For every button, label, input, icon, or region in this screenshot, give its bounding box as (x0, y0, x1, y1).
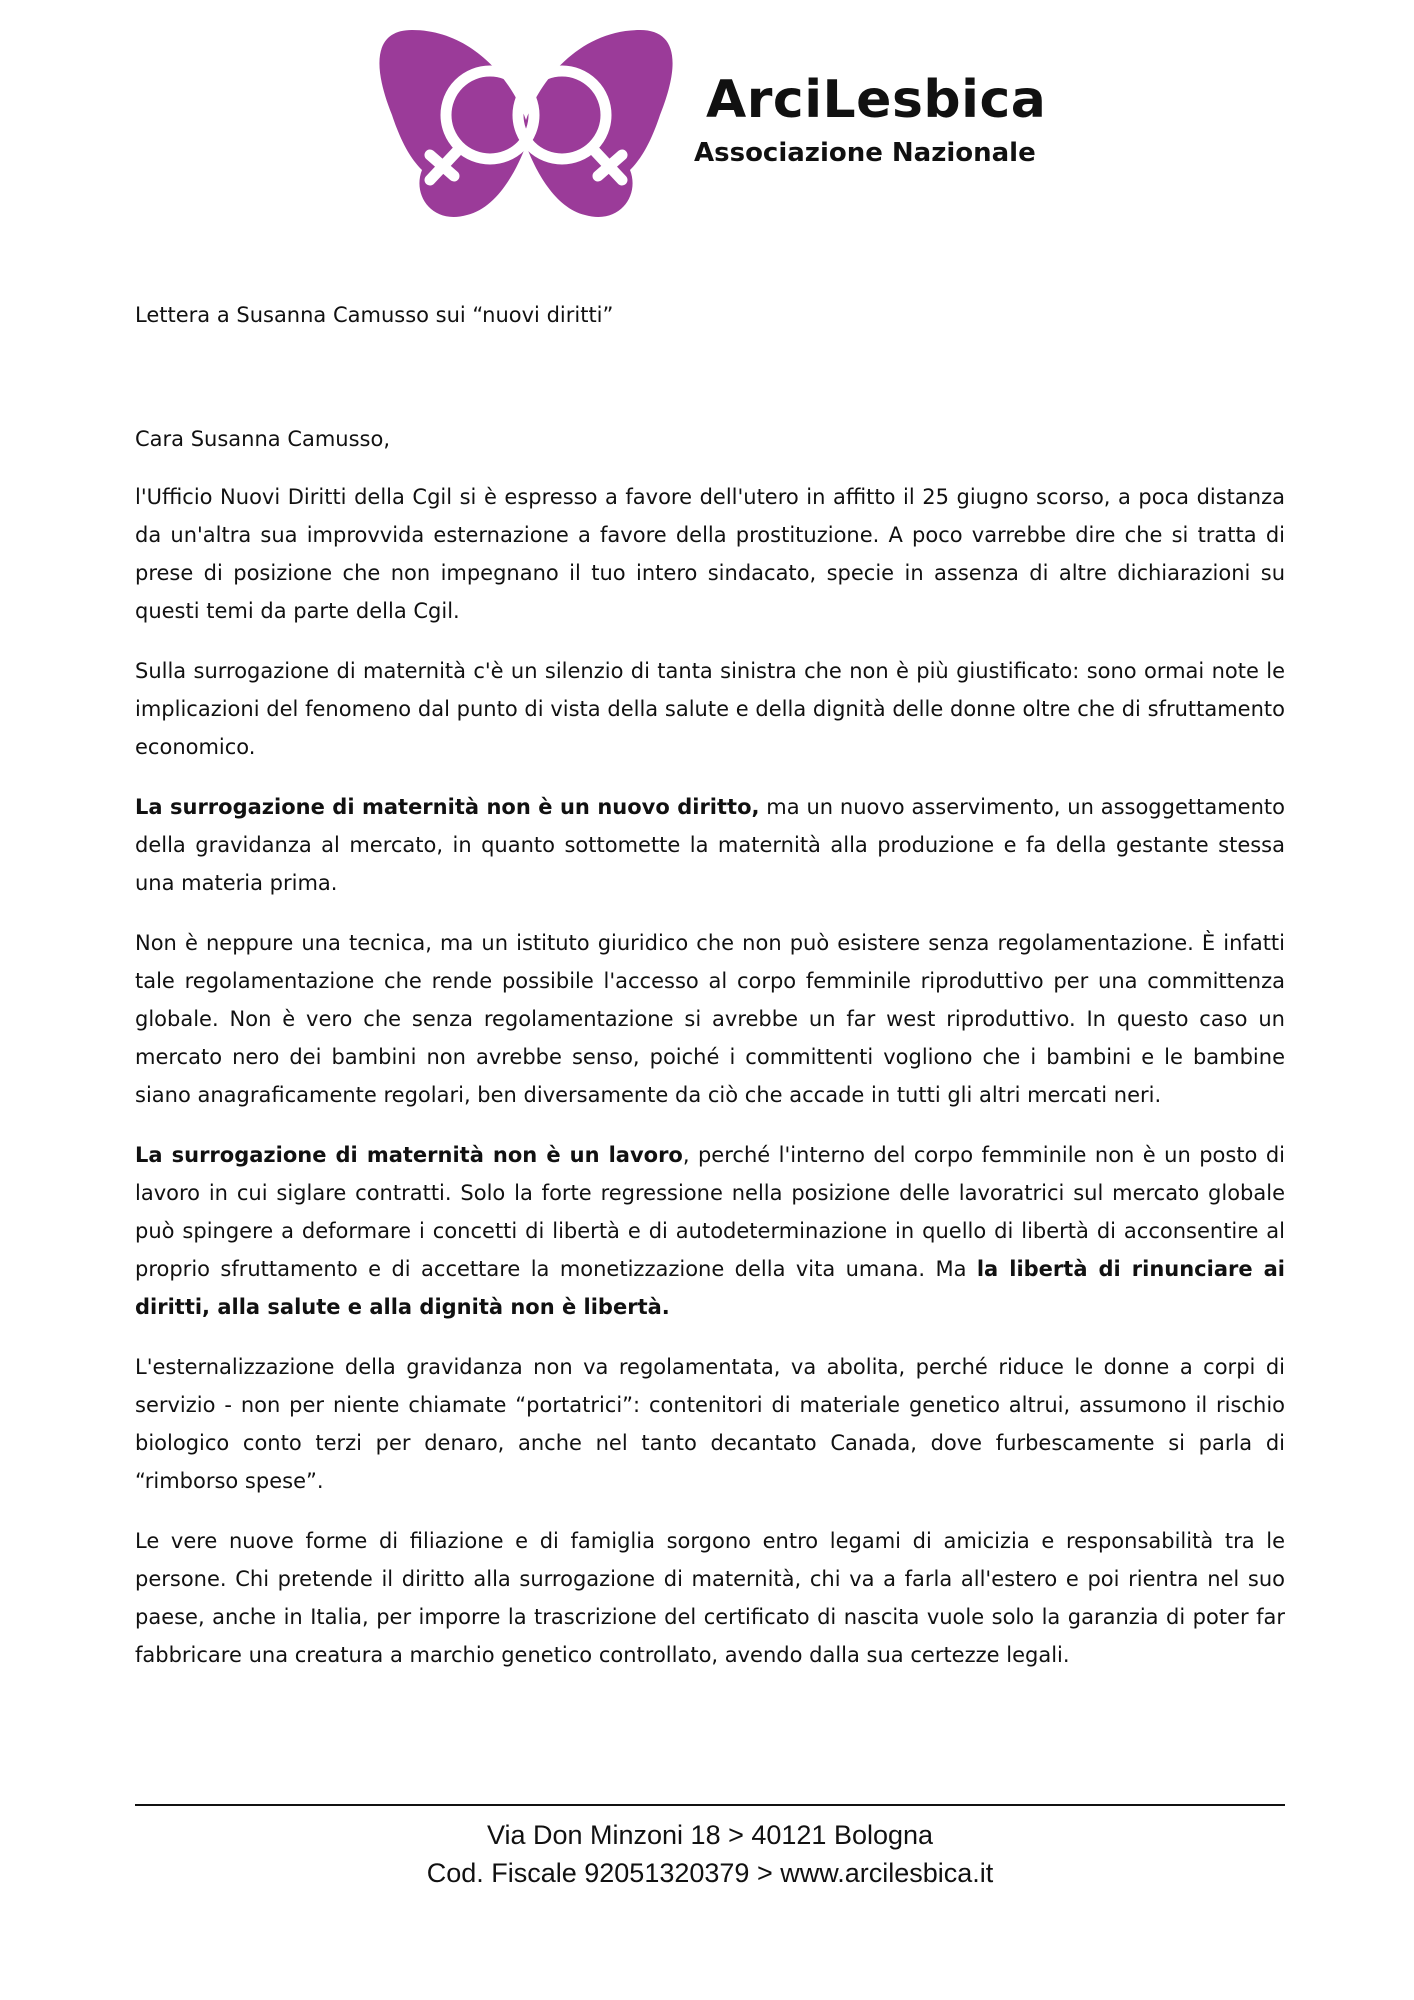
paragraph-3 (135, 788, 1285, 902)
paragraph-5 (135, 1136, 1285, 1326)
org-subtitle: Associazione Nazionale (694, 138, 1036, 168)
paragraph-text: ma un nuovo asservimento, un assoggettamento della gravidanza al mercato, in quanto sottomette la maternità alla produzione e fa della gestante stessa una materia prima. (135, 795, 1285, 895)
paragraph-text: Non è neppure una tecnica, ma un istituto giuridico che non può esistere senza regolamentazione. È infatti tale regolamentazione che rende possibile l'accesso al corpo femminile riproduttivo per una committenza globale. Non è vero che senza regolamentazione si avrebbe un far west riproduttivo. In questo caso un mercato nero dei bambini non avrebbe senso, poiché i committenti vogliono che i bambini e le bambine siano anagraficamente regolari, ben diversamente da ciò che accade in tutti gli altri mercati neri. (135, 931, 1285, 1107)
butterfly-logo-icon (372, 20, 680, 220)
letter-body (135, 296, 1285, 1674)
letter-subject: Lettera a Susanna Camusso sui “nuovi diritti” (135, 303, 614, 327)
paragraph-4 (135, 924, 1285, 1114)
letter-salutation: Cara Susanna Camusso, (135, 427, 391, 451)
footer-divider (135, 1804, 1285, 1806)
footer (135, 1816, 1285, 1892)
paragraph-1 (135, 478, 1285, 630)
paragraph-text: Sulla surrogazione di maternità c'è un silenzio di tanta sinistra che non è più giustificato: sono ormai note le implicazioni del fenomeno dal punto di vista della salute e della dignità delle donne oltre che di sfruttamento economico. (135, 659, 1285, 759)
paragraph-bold-end: la libertà di rinunciare ai diritti, alla salute e alla dignità non è libertà. (135, 1257, 1285, 1319)
paragraph-text: l'Ufficio Nuovi Diritti della Cgil si è espresso a favore dell'utero in affitto il 25 giugno scorso, a poca distanza da un'altra sua improvvida esternazione a favore della prostituzione. A poco varrebbe dire che si tratta di prese di posizione che non impegnano il tuo intero sindacato, specie in assenza di altre dichiarazioni su questi temi da parte della Cgil. (135, 485, 1285, 623)
footer-address: Via Don Minzoni 18 > 40121 Bologna (486, 1820, 934, 1850)
paragraph-6 (135, 1348, 1285, 1500)
paragraph-bold-lead: La surrogazione di maternità non è un lavoro (135, 1143, 683, 1167)
paragraph-text: Le vere nuove forme di filiazione e di famiglia sorgono entro legami di amicizia e responsabilità tra le persone. Chi pretende il diritto alla surrogazione di maternità, chi va a farla all'estero e poi rientra nel suo paese, anche in Italia, per imporre la trascrizione del certificato di nascita vuole solo la garanzia di poter far fabbricare una creatura a marchio genetico controllato, avendo dalla sua certezze legali. (135, 1529, 1285, 1667)
paragraph-text: L'esternalizzazione della gravidanza non va regolamentata, va abolita, perché riduce le donne a corpi di servizio - non per niente chiamate “portatrici”: contenitori di materiale genetico altrui, assumono il rischio biologico conto terzi per denaro, anche nel tanto decantato Canada, dove furbescamente si parla di “rimborso spese”. (135, 1355, 1285, 1493)
paragraph-text: , perché l'interno del corpo femminile non è un posto di lavoro in cui siglare contratti. Solo la forte regressione nella posizione delle lavoratrici sul mercato globale può spingere a deformare i concetti di libertà e di autodeterminazione in quello di libertà di acconsentire al proprio sfruttamento e di accettare la monetizzazione della vita umana. Ma (135, 1143, 1285, 1281)
paragraph-bold-lead: La surrogazione di maternità non è un nuovo diritto, (135, 795, 760, 819)
footer-fiscal-website: Cod. Fiscale 92051320379 > www.arcilesbica.it (426, 1858, 994, 1888)
paragraph-7 (135, 1522, 1285, 1674)
paragraph-2 (135, 652, 1285, 766)
org-name: ArciLesbica (706, 70, 1047, 130)
